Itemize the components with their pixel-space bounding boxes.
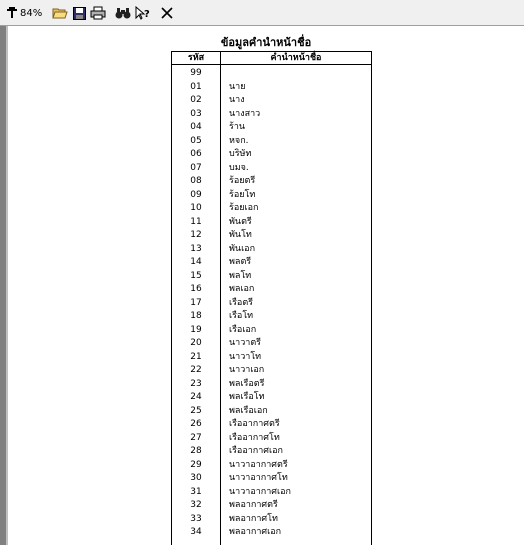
row-name: พลอากาศตรี <box>229 500 278 510</box>
table-row <box>172 310 371 324</box>
row-name: นาวาตรี <box>229 338 261 348</box>
table-row <box>172 121 371 135</box>
row-name: พลอากาศโท <box>229 513 278 524</box>
row-name: พลเรือโท <box>229 392 265 402</box>
save-icon[interactable] <box>72 5 86 21</box>
row-name: พลอากาศเอก <box>229 527 282 537</box>
row-code: 34 <box>190 527 202 537</box>
table-row <box>172 337 371 351</box>
row-code: 01 <box>190 81 202 92</box>
zoom-level[interactable]: 84% <box>20 8 43 19</box>
row-name: พลเรือตรี <box>229 378 265 389</box>
report-title: ข้อมูลคำนำหน้าชื่อ <box>220 36 312 49</box>
row-name: เรืออากาศโท <box>229 432 280 443</box>
row-name: เรืออากาศเอก <box>229 446 283 456</box>
row-name: ร้อยโท <box>229 189 256 200</box>
table-row <box>172 391 371 405</box>
table-row <box>172 270 371 284</box>
row-code: 14 <box>190 257 202 267</box>
table-row <box>172 472 371 486</box>
table-row <box>172 526 371 540</box>
row-name: พลโท <box>229 270 252 281</box>
table-row <box>172 189 371 203</box>
zoom-icon[interactable] <box>5 5 19 21</box>
row-code: 17 <box>190 297 202 308</box>
row-code: 02 <box>190 95 202 105</box>
table-row <box>172 81 371 95</box>
table-row <box>172 513 371 527</box>
row-name: นางสาว <box>229 108 261 119</box>
table-row <box>172 459 371 473</box>
row-code: 29 <box>190 459 202 470</box>
table-row <box>172 378 371 392</box>
row-code: 19 <box>190 324 202 335</box>
table-row <box>172 432 371 446</box>
table-row <box>172 405 371 419</box>
help-icon[interactable] <box>135 5 151 21</box>
table-row <box>172 94 371 108</box>
row-code: 28 <box>190 446 202 456</box>
table-row <box>172 486 371 500</box>
row-code: 12 <box>190 230 202 240</box>
row-code: 08 <box>190 176 202 186</box>
row-name: พันเอก <box>229 243 256 254</box>
row-code: 23 <box>190 378 202 389</box>
row-code: 24 <box>190 392 202 402</box>
table-row <box>172 108 371 122</box>
row-code: 30 <box>190 473 202 483</box>
row-code: 21 <box>190 351 202 362</box>
row-code: 99 <box>190 68 202 78</box>
row-name: ร้อยตรี <box>229 176 256 186</box>
row-code: 22 <box>190 365 202 375</box>
row-code: 06 <box>190 149 202 159</box>
table-header <box>172 51 371 65</box>
row-name: บมจ. <box>229 162 249 173</box>
row-code: 33 <box>190 513 202 524</box>
row-name: นาวาอากาศเอก <box>229 486 291 497</box>
row-name: เรือเอก <box>229 324 257 335</box>
table-row <box>172 135 371 149</box>
row-code: 18 <box>190 311 202 321</box>
row-name: นาย <box>229 81 246 92</box>
row-name: นาวาเอก <box>229 365 265 375</box>
row-name: พลเรือเอก <box>229 405 268 416</box>
table-row <box>172 445 371 459</box>
title-prefix-table <box>171 51 372 545</box>
report-viewer-toolbar <box>0 0 524 26</box>
table-row <box>172 283 371 297</box>
row-name: บริษัท <box>229 149 252 159</box>
svg-text:?: ? <box>144 9 150 20</box>
close-icon[interactable] <box>160 5 174 21</box>
row-name: เรืออากาศตรี <box>229 419 280 429</box>
row-code: 25 <box>190 405 202 416</box>
table-row <box>172 243 371 257</box>
row-code: 27 <box>190 432 202 443</box>
table-row <box>172 418 371 432</box>
row-code: 32 <box>190 500 202 510</box>
row-name: พันตรี <box>229 216 252 227</box>
table-row <box>172 148 371 162</box>
row-name: เรือโท <box>229 311 254 321</box>
row-code: 04 <box>190 122 202 132</box>
report-page <box>8 26 524 545</box>
row-code: 16 <box>190 284 202 294</box>
row-code: 05 <box>190 135 202 146</box>
row-code: 07 <box>190 162 202 173</box>
row-code: 10 <box>190 203 202 213</box>
table-row <box>172 351 371 365</box>
row-name: หจก. <box>229 135 249 146</box>
table-row <box>172 364 371 378</box>
page-corner-mark <box>64 26 70 29</box>
table-row <box>172 216 371 230</box>
table-row <box>172 229 371 243</box>
table-row <box>172 499 371 513</box>
row-name: พลตรี <box>229 257 252 267</box>
row-code: 09 <box>190 189 202 200</box>
row-code: 15 <box>190 270 202 281</box>
table-row <box>172 297 371 311</box>
row-name: นาง <box>229 95 245 105</box>
row-name: ร้าน <box>229 122 246 132</box>
print-icon[interactable] <box>90 5 106 21</box>
table-row <box>172 202 371 216</box>
column-header-name: คำนำหน้าชื่อ <box>270 53 322 63</box>
row-name: เรือตรี <box>229 297 253 308</box>
row-code: 31 <box>190 486 202 497</box>
table-row <box>172 67 371 81</box>
column-header-code: รหัส <box>172 52 221 64</box>
row-code: 11 <box>190 216 202 227</box>
table-row <box>172 324 371 338</box>
table-row <box>172 256 371 270</box>
row-name: พลเอก <box>229 284 255 294</box>
row-name: พันโท <box>229 230 252 240</box>
table-body <box>172 67 371 540</box>
find-icon[interactable] <box>115 5 131 21</box>
row-code: 13 <box>190 243 202 254</box>
table-row <box>172 162 371 176</box>
row-code: 03 <box>190 108 202 119</box>
open-folder-icon[interactable] <box>52 5 68 21</box>
row-name: นาวาอากาศตรี <box>229 459 288 470</box>
table-row <box>172 175 371 189</box>
row-code: 20 <box>190 338 202 348</box>
row-code: 26 <box>190 419 202 429</box>
row-name: ร้อยเอก <box>229 203 259 213</box>
row-name: นาวาอากาศโท <box>229 473 288 483</box>
row-name: นาวาโท <box>229 351 262 362</box>
